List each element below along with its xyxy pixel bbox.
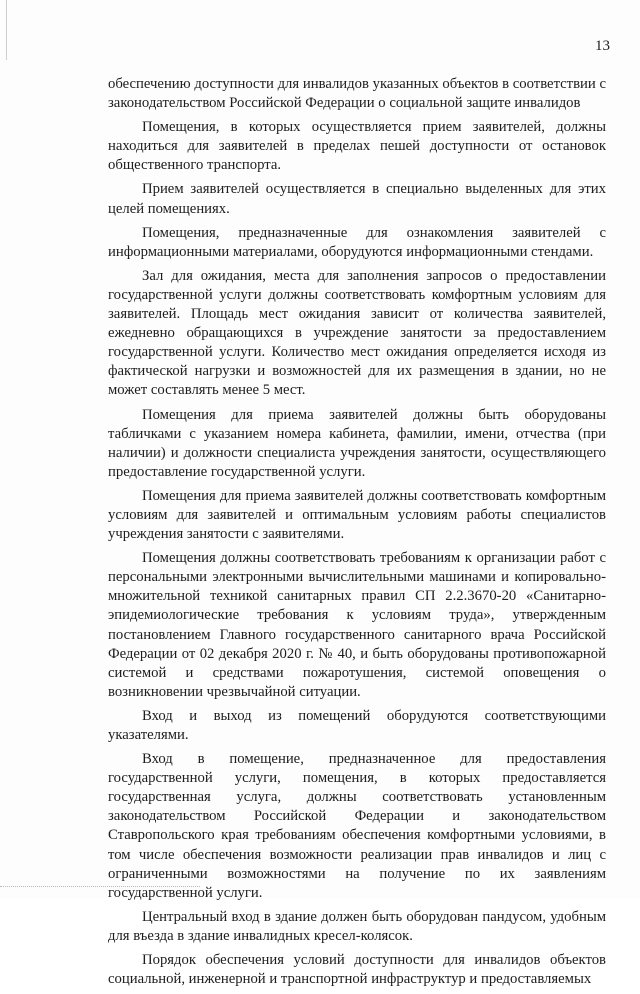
paragraph: Вход в помещение, предназначенное для предоставления государственной услуги, помещения, в которых предоставляется государственная услуга, должны соответствовать установленным законодательством Российской Федерации и законодательством Ставропольского края требованиям обеспечения комфортными условиями, в том числе обеспечения возможности реализации прав инвалидов и лиц с ограниченными возможностями на получение по их заявлениям государственной услуги. (108, 751, 606, 901)
paragraph: Центральный вход в здание должен быть оборудован пандусом, удобным для въезда в здание инвалидных кресел-колясок. (108, 908, 606, 944)
paragraph: Помещения для приема заявителей должны быть оборудованы табличками с указанием номера кабинета, фамилии, имени, отчества (при наличии) и должности специалиста учреждения занятости, осуществляющего предоставление государственной услуги. (108, 406, 606, 480)
paragraph: Зал для ожидания, места для заполнения запросов о предоставлении государственной услуги должны соответствовать комфортным условиям для заявителей. Площадь мест ожидания зависит от количества заявителей, ежедневно обращающихся в учреждение занятости за предоставлением государственной услуги. Количество мест ожидания определяется исходя из фактической нагрузки и возможностей для их размещения в здании, но не может составлять менее 5 мест. (108, 267, 606, 399)
paragraph: Помещения должны соответствовать требованиям к организации работ с персональными электронными вычислительными машинами и копировально-множительной техникой санитарных правил СП 2.2.3670-20 «Санитарно-эпидемиологические требования к условиям труда», утвержденным постановлением Главного государственного санитарного врача Российской Федерации от 02 декабря 2020 г. № 40, и быть оборудованы противопожарной системой и средствами пожаротушения, системой оповещения о возникновении чрезвычайной ситуации. (108, 550, 606, 700)
paragraph: Помещения для приема заявителей должны соответствовать комфортным условиям для заявителей и оптимальным условиям работы специалистов учреждения занятости с заявителями. (108, 487, 606, 543)
scan-edge-line (6, 0, 7, 60)
paragraph: Порядок обеспечения условий доступности для инвалидов объектов социальной, инженерной и транспортной инфраструктур и предоставляемых (108, 952, 606, 988)
page-body (108, 75, 606, 994)
paragraph: Помещения, предназначенные для ознакомления заявителей с информационными материалами, оборудуются информационными стендами. (108, 224, 606, 260)
scan-artifact (0, 883, 200, 887)
paragraph: Помещения, в которых осуществляется прием заявителей, должны находиться для заявителей в пределах пешей доступности от остановок общественного транспорта. (108, 119, 606, 174)
paragraph: Вход и выход из помещений оборудуются соответствующими указателями. (108, 707, 606, 743)
paragraph: Прием заявителей осуществляется в специально выделенных для этих целей помещениях. (108, 181, 606, 217)
paragraph-continuation: обеспечению доступности для инвалидов указанных объектов в соответствии с законодательством Российской Федерации о социальной защите инвалидов (108, 76, 606, 112)
page-number: 13 (595, 38, 610, 54)
